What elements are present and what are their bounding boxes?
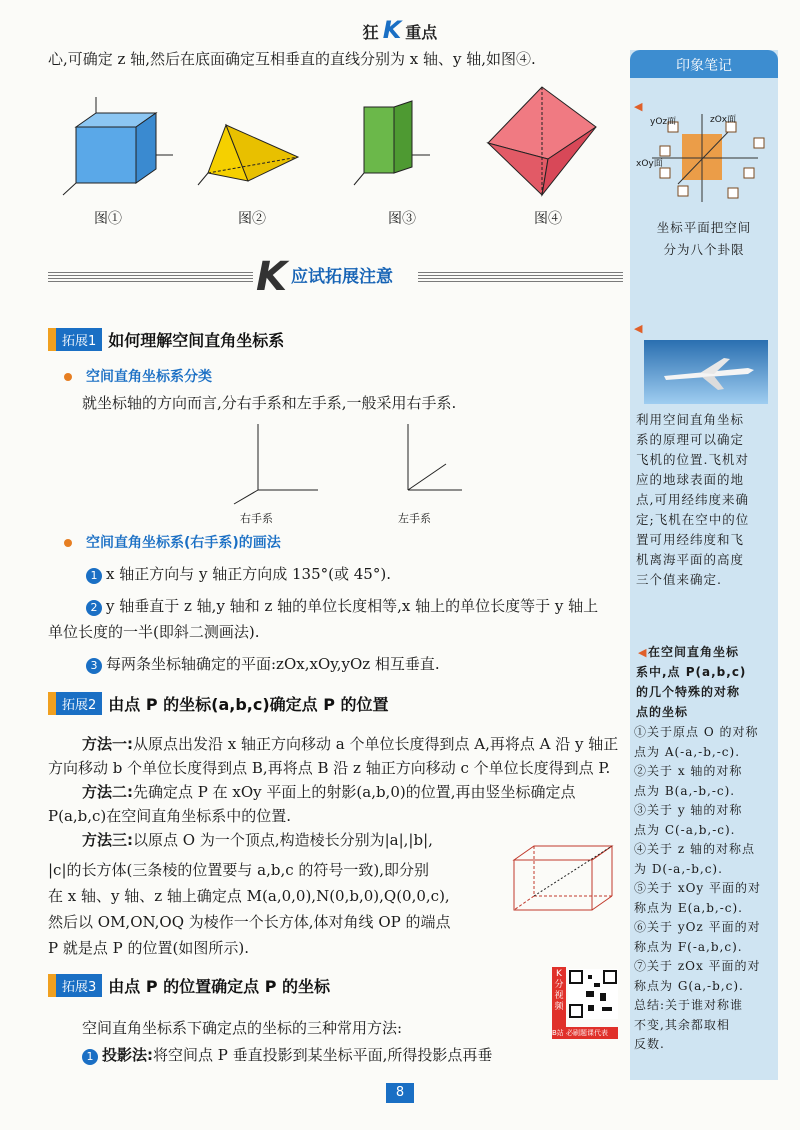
- ext1-p1: 就坐标轴的方向而言,分右手系和左手系,一般采用右手系.: [82, 394, 457, 412]
- ext3-p1: 空间直角坐标系下确定点的坐标的三种常用方法:: [82, 1019, 403, 1037]
- ext3-heading: [48, 972, 330, 998]
- ext2-m3c: 在 x 轴、y 轴、z 轴上确定点 M(a,0,0),N(0,b,0),Q(0,0,c),: [48, 887, 450, 905]
- num-badge: 1: [82, 1049, 98, 1065]
- figure-4-caption: 图④: [534, 211, 562, 227]
- ext1-heading: [48, 326, 284, 352]
- figure-3-caption: 图③: [388, 211, 416, 227]
- ext1-tag: 拓展1: [48, 328, 102, 351]
- ext1-sub1: [64, 366, 212, 386]
- plane-text: 利用空间直角坐标 系的原理可以确定 飞机的位置.飞机对 应的地球表面的地 点,可用经纬度来确 定;飞机在空中的位 置可用经纬度和飞 机离海平面的高度 三个值来确定.: [636, 412, 750, 587]
- figure-1: [63, 97, 173, 195]
- qr-code-block[interactable]: [552, 967, 618, 1039]
- ext3-tag: 拓展3: [48, 974, 102, 997]
- qr-code-icon: [568, 969, 618, 1019]
- ext1-title: 如何理解空间直角坐标系: [108, 330, 285, 350]
- ext1-sub2: [64, 532, 281, 552]
- ext2-title: 由点 P 的坐标(a,b,c)确定点 P 的位置: [108, 694, 389, 714]
- ext1-sub1-text: 空间直角坐标系分类: [86, 369, 212, 385]
- sidebar-title: 印象笔记: [630, 50, 778, 78]
- bullet-dot-icon: [64, 539, 72, 547]
- header-right: 重点: [405, 23, 438, 42]
- ext2-m1b: 方向移动 b 个单位长度得到点 B,再将点 B 沿 z 轴正方向移动 c 个单位长度得到点 P.: [48, 759, 611, 777]
- triangle-marker-icon: ◀: [638, 646, 647, 659]
- figure-3: [354, 101, 430, 185]
- bullet-dot-icon: [64, 373, 72, 381]
- yoz-plane-label: yOz面: [650, 117, 677, 127]
- banner-title: 应试拓展注意: [291, 267, 393, 287]
- handedness-axes-figure: [200, 418, 480, 510]
- ext3-item1: 1 投影法:将空间点 P 垂直投影到某坐标平面,所得投影点再垂: [82, 1044, 552, 1066]
- ext2-m3d: 然后以 OM,ON,OQ 为棱作一个长方体,体对角线 OP 的端点: [48, 913, 451, 931]
- airplane-image: [644, 340, 768, 404]
- xoy-plane-label: xOy面: [636, 159, 663, 169]
- symmetry-list: ①关于原点 O 的对称 点为 A(-a,-b,-c). ②关于 x 轴的对称 点为 B(a,-b,-c). ③关于 y 轴的对称 点为 C(-a,b,-c). ④关于 z 轴的对称点 为 D(-a,-b,c). ⑤关于 xOy 平面的对 称点为 E(a,b,-c). ⑥关于 yOz 平面的对 称点为 F(-a,b,c). ⑦关于 zOx 平面的对 称点为 G(a,-b,c). 总结:关于谁对称谁 不变,其余都取相 反数.: [634, 725, 762, 1051]
- ext1-item2a: 2 y 轴垂直于 z 轴,y 轴和 z 轴的单位长度相等,x 轴上的单位长度等于 y 轴上: [86, 595, 626, 617]
- ext2-m3b: |c|的长方体(三条棱的位置要与 a,b,c 的符号一致),即分别: [48, 861, 430, 879]
- ext1-item1: 1 x 轴正方向与 y 轴正方向成 135°(或 45°).: [86, 563, 658, 585]
- ext2-tag: 拓展2: [48, 692, 102, 715]
- figure-4: [488, 87, 596, 195]
- zox-plane-label: zOx面: [710, 115, 737, 125]
- figure-2-caption: 图②: [238, 211, 266, 227]
- header-left: 狂: [362, 23, 379, 42]
- figure-1-caption: 图①: [94, 211, 122, 227]
- header-k-logo: K: [382, 16, 402, 44]
- num-badge: 1: [86, 568, 102, 584]
- ext2-m3e: P 就是点 P 的位置(如图所示).: [48, 939, 249, 957]
- ext2-heading: [48, 690, 389, 716]
- ext2-m3a: 方法三:以原点 O 为一个顶点,构造棱长分别为|a|,|b|,: [82, 831, 433, 849]
- qr-video-tag: K 分视频: [552, 967, 566, 1027]
- page-number: 8: [386, 1083, 414, 1103]
- octant-caption-1: 坐标平面把空间: [656, 220, 752, 235]
- banner-dots-right: [418, 270, 623, 282]
- intro-line: 心,可确定 z 轴,然后在底面确定互相垂直的直线分别为 x 轴、y 轴,如图④.: [48, 50, 536, 68]
- left-hand-label: 左手系: [398, 512, 431, 525]
- banner-k-logo: K: [256, 254, 287, 300]
- num-badge: 2: [86, 600, 102, 616]
- ext1-sub2-text: 空间直角坐标系(右手系)的画法: [86, 535, 281, 551]
- triangle-marker-icon: ◀: [634, 322, 643, 335]
- ext2-m2b: P(a,b,c)在空间直角坐标系中的位置.: [48, 807, 292, 825]
- figure-2: [198, 125, 298, 185]
- ext1-item3: 3 每两条坐标轴确定的平面:zOx,xOy,yOz 相互垂直.: [86, 653, 658, 675]
- right-hand-label: 右手系: [240, 512, 273, 525]
- symmetry-heading: 在空间直角坐标 系中,点 P(a,b,c) 的几个特殊的对称 点的坐标: [636, 645, 747, 719]
- qr-footer: B站 必刷题课代表: [552, 1027, 618, 1039]
- banner-dots-left: [48, 270, 253, 282]
- num-badge: 3: [86, 658, 102, 674]
- page-header: [0, 16, 800, 44]
- sidebar-notes: [630, 50, 778, 1080]
- ext2-m1a: 方法一:从原点出发沿 x 轴正方向移动 a 个单位长度得到点 A,再将点 A 沿 y 轴正: [82, 735, 619, 753]
- cuboid-figure: [500, 830, 625, 920]
- octant-caption-2: 分为八个卦限: [663, 242, 745, 257]
- ext2-m2a: 方法二:先确定点 P 在 xOy 平面上的射影(a,b,0)的位置,再由竖坐标确定点: [82, 783, 576, 801]
- triangle-marker-icon: ◀: [634, 100, 643, 113]
- section-banner: [48, 256, 628, 300]
- ext3-title: 由点 P 的位置确定点 P 的坐标: [108, 976, 331, 996]
- ext1-item2b: 单位长度的一半(即斜二测画法).: [48, 623, 260, 641]
